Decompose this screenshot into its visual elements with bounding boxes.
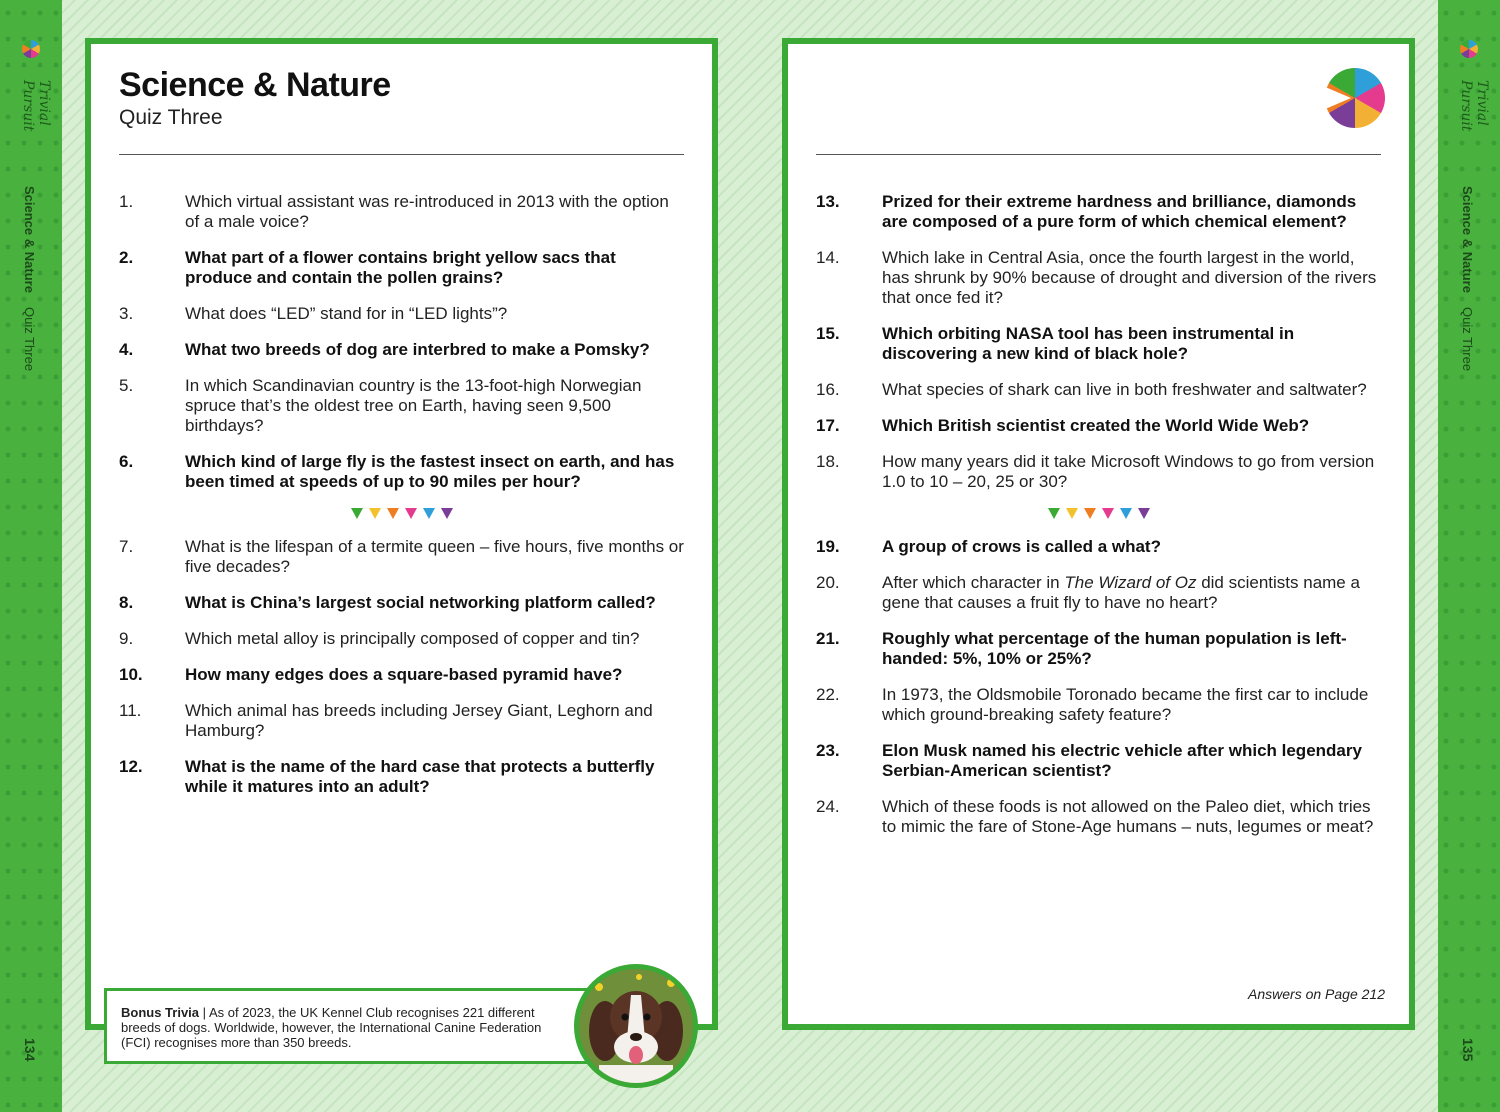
question-item xyxy=(119,665,684,685)
question-text: What is the lifespan of a termite queen – five hours, five months or five decades? xyxy=(185,537,684,576)
question-item xyxy=(119,248,684,288)
strip-section-label xyxy=(22,186,37,371)
strip-section-name: Science & Nature xyxy=(22,186,37,293)
colored-triangle-divider xyxy=(816,508,1381,519)
question-text: How many years did it take Microsoft Windows to go from version 1.0 to 10 – 20, 25 or 30? xyxy=(882,452,1375,491)
triangle-icon xyxy=(351,508,363,519)
question-number: 4. xyxy=(119,340,134,359)
question-list xyxy=(119,192,684,813)
question-item xyxy=(119,629,684,649)
question-text-part: did scientists name a gene that causes a fruit fly to have no heart? xyxy=(882,573,1360,612)
right-page-panel xyxy=(782,38,1415,1030)
triangle-icon xyxy=(1102,508,1114,519)
spaniel-illustration xyxy=(579,969,693,1083)
brand-logo xyxy=(20,80,52,170)
triangle-icon xyxy=(1048,508,1060,519)
question-number: 16. xyxy=(816,380,840,399)
question-number: 11. xyxy=(119,701,142,720)
question-number: 19. xyxy=(816,537,840,556)
question-item xyxy=(816,324,1381,364)
right-side-strip xyxy=(1438,0,1500,1112)
question-number: 15. xyxy=(816,324,840,343)
question-item xyxy=(119,304,684,324)
question-text xyxy=(882,573,1381,613)
question-number: 6. xyxy=(119,452,134,471)
question-item xyxy=(816,416,1381,436)
strip-section-name: Science & Nature xyxy=(1460,186,1475,293)
question-number: 7. xyxy=(119,537,134,556)
strip-section-label xyxy=(1460,186,1475,371)
left-page-panel xyxy=(85,38,718,1030)
trivial-pursuit-wedge-icon xyxy=(1460,40,1478,58)
question-item xyxy=(119,701,684,741)
question-item xyxy=(816,537,1381,557)
left-side-strip xyxy=(0,0,62,1112)
question-text: Which of these foods is not allowed on the Paleo diet, which tries to mimic the fare of Stone-Age humans – nuts, legumes or meat? xyxy=(882,797,1374,836)
triangle-icon xyxy=(405,508,417,519)
question-number: 24. xyxy=(816,797,840,816)
question-text: Which orbiting NASA tool has been instrumental in discovering a new kind of black hole? xyxy=(882,324,1295,363)
question-item xyxy=(816,629,1381,669)
question-number: 5. xyxy=(119,376,134,395)
question-number: 8. xyxy=(119,593,134,612)
question-item xyxy=(816,380,1381,400)
question-text: What species of shark can live in both freshwater and saltwater? xyxy=(882,380,1367,399)
bonus-trivia-text: As of 2023, the UK Kennel Club recognises 221 different breeds of dogs. Worldwide, however, the International Canine Federation (FCI) recognises more than 350 breeds. xyxy=(121,1005,542,1050)
question-item xyxy=(119,757,684,797)
question-number: 13. xyxy=(816,192,840,211)
question-number: 17. xyxy=(816,416,840,435)
dog-photo xyxy=(574,964,698,1088)
page-title: Science & Nature xyxy=(119,66,391,104)
question-number: 9. xyxy=(119,629,134,648)
question-item xyxy=(119,192,684,232)
brand-logo-text: Trivial Pursuit xyxy=(20,80,52,132)
question-number: 3. xyxy=(119,304,134,323)
question-text: Elon Musk named his electric vehicle after which legendary Serbian-American scientist? xyxy=(882,741,1362,780)
triangle-icon xyxy=(1138,508,1150,519)
triangle-icon xyxy=(369,508,381,519)
question-text-part: After which character in xyxy=(882,573,1065,592)
triangle-icon xyxy=(1066,508,1078,519)
bonus-separator: | xyxy=(202,1005,207,1020)
question-number: 2. xyxy=(119,248,134,267)
trivial-pursuit-wedge-icon xyxy=(22,40,40,58)
question-text: What does “LED” stand for in “LED lights”? xyxy=(185,304,508,323)
question-text: Which lake in Central Asia, once the fourth largest in the world, has shrunk by 90% because of drought and diversion of the rivers that once fed it? xyxy=(882,248,1377,307)
question-text: Prized for their extreme hardness and brilliance, diamonds are composed of a pure form of which chemical element? xyxy=(882,192,1357,231)
brand-logo-text: Trivial Pursuit xyxy=(1458,80,1490,132)
question-item xyxy=(816,741,1381,781)
question-item xyxy=(119,537,684,577)
title-divider xyxy=(816,154,1381,155)
page-number: 134 xyxy=(22,1038,38,1062)
question-item xyxy=(816,685,1381,725)
bonus-trivia-label: Bonus Trivia xyxy=(121,1005,200,1020)
question-text: What part of a flower contains bright yellow sacs that produce and contain the pollen grains? xyxy=(185,248,616,287)
question-number: 1. xyxy=(119,192,134,211)
question-text: A group of crows is called a what? xyxy=(882,537,1161,556)
question-number: 22. xyxy=(816,685,840,704)
triangle-icon xyxy=(1120,508,1132,519)
triangle-icon xyxy=(423,508,435,519)
question-number: 18. xyxy=(816,452,840,471)
question-item xyxy=(816,248,1381,308)
question-text: Which kind of large fly is the fastest insect on earth, and has been timed at speeds of up to 90 miles per hour? xyxy=(185,452,675,491)
question-item xyxy=(119,376,684,436)
question-text: What is the name of the hard case that protects a butterfly while it matures into an adult? xyxy=(185,757,655,796)
question-text: Which virtual assistant was re-introduced in 2013 with the option of a male voice? xyxy=(185,192,669,231)
question-text: In which Scandinavian country is the 13-foot-high Norwegian spruce that’s the oldest tree on Earth, having seen 9,500 birthdays? xyxy=(185,376,642,435)
answers-page-note: Answers on Page 212 xyxy=(1248,986,1385,1002)
page-subtitle: Quiz Three xyxy=(119,106,223,129)
question-list xyxy=(816,192,1381,853)
question-text: How many edges does a square-based pyramid have? xyxy=(185,665,623,684)
question-item xyxy=(816,192,1381,232)
question-item xyxy=(816,452,1381,492)
title-divider xyxy=(119,154,684,155)
question-item xyxy=(119,593,684,613)
question-text: Which metal alloy is principally composed of copper and tin? xyxy=(185,629,640,648)
question-number: 21. xyxy=(816,629,840,648)
question-item xyxy=(119,340,684,360)
question-text: Which British scientist created the World Wide Web? xyxy=(882,416,1310,435)
book-title: The Wizard of Oz xyxy=(1064,573,1197,592)
trivial-pursuit-pie-icon xyxy=(1325,68,1385,128)
triangle-icon xyxy=(441,508,453,519)
bonus-trivia-box xyxy=(104,988,594,1064)
triangle-icon xyxy=(1084,508,1096,519)
question-number: 23. xyxy=(816,741,840,760)
question-number: 20. xyxy=(816,573,840,592)
strip-quiz-name: Quiz Three xyxy=(1460,306,1475,371)
colored-triangle-divider xyxy=(119,508,684,519)
question-number: 12. xyxy=(119,757,143,776)
question-number: 14. xyxy=(816,248,840,267)
strip-quiz-name: Quiz Three xyxy=(22,306,37,371)
question-text: What is China’s largest social networking platform called? xyxy=(185,593,656,612)
triangle-icon xyxy=(387,508,399,519)
question-item xyxy=(816,573,1381,613)
question-text: Which animal has breeds including Jersey Giant, Leghorn and Hamburg? xyxy=(185,701,653,740)
question-text: What two breeds of dog are interbred to make a Pomsky? xyxy=(185,340,650,359)
question-number: 10. xyxy=(119,665,143,684)
brand-logo xyxy=(1458,80,1490,170)
question-text: Roughly what percentage of the human population is left-handed: 5%, 10% or 25%? xyxy=(882,629,1347,668)
question-item xyxy=(119,452,684,492)
question-text: In 1973, the Oldsmobile Toronado became the first car to include which ground-breaking safety feature? xyxy=(882,685,1369,724)
page-number: 135 xyxy=(1460,1038,1476,1062)
question-item xyxy=(816,797,1381,837)
